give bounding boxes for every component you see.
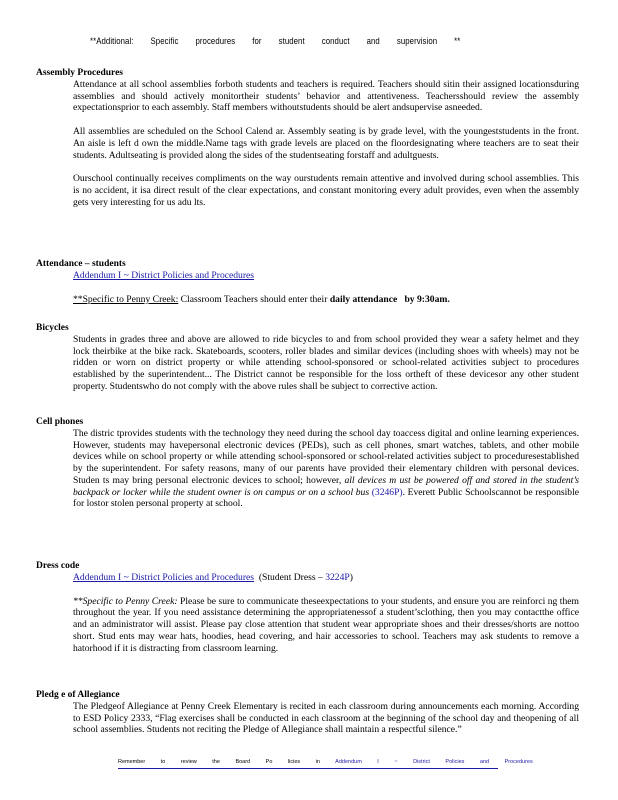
cell-phones-policy-ref: (3246P) <box>371 486 403 498</box>
page-title: **Additional: Specific procedures for student conduct and supervision ** <box>90 36 461 47</box>
section-body-cell-phones <box>73 428 579 510</box>
daily-attendance-text: daily attendance <box>329 293 398 305</box>
section-assembly <box>36 67 584 208</box>
section-body-bicycles <box>73 334 579 393</box>
attendance-text: Classroom Teachers should enter their <box>180 293 328 305</box>
section-heading-pledge: Pledg e of Allegiance <box>36 690 120 700</box>
assembly-paragraph-1: Attendance at all school assemblies forboth students and teachers is required. Teachers should sitin their assigned locationsduring assemblies and should actively monitortheir students’ behavior and attentiveness. Teachersshould review the assembly expectationsprior to each assembly. Staff members withoutstudents should be alert andsupervise asneeded. <box>73 79 579 114</box>
section-body-dress-code <box>73 572 579 654</box>
dress-paragraph: Please be sure to communicate theseexpectations to your students, and ensure you are reinforci ng them throughout the year. If you need assistance determining the appropriatenessof a student’sclothing, then you may contactthe office and an administrator will assist. Please pay close attention that student wear appropriate shoes and their dresses/shorts are nottoo short. Stud ents may wear hats, hoodies, head covering, and hair accessories to school. Teachers may ask students to remove a hatorhood if it is distracting from classroom learning. <box>73 595 579 654</box>
section-heading-attendance: Attendance – students <box>36 259 126 269</box>
section-heading-assembly: Assembly Procedures <box>36 68 123 78</box>
section-dress-code <box>36 560 584 654</box>
penny-creek-label-dress: **Specific to Penny Creek: <box>73 595 178 607</box>
addendum-link-dress[interactable]: Addendum I ~ District Policies and Procedures <box>73 572 255 583</box>
bicycles-paragraph: Students in grades three and above are allowed to ride bicycles to and from school provided they wear a safety helmet and they lock theirbike at the bike rack. Skateboards, scooters, roller blades and similar devices (including shoes with wheels) may not be ridden or worn on district property or while attending school-sponsored or school-related activities subject to procedures established by the superintendent... The District cannot be responsible for the loss ortheft of these devicesor any other student property. Studentswho do not comply with the above rules shall be subject to corrective action. <box>73 334 579 392</box>
section-heading-bicycles: Bicycles <box>36 323 69 333</box>
pledge-paragraph: The Pledgeof Allegiance at Penny Creek Elementary is recited in each classroom during announcements each morning. According to ESD Policy 2333, “Flag exercises shall be conducted in each classroom at the beginning of the school day and theopening of all school assemblies. Students not reciting the Pledge of Allegiance shall maintain a respectful silence.” <box>73 701 579 736</box>
section-body-pledge <box>73 701 579 736</box>
cell-phones-italic-rule: all devices m ust be powered off and stored in the student’s backpack or locker while the student owner is on campus or on a school bus <box>73 474 579 498</box>
footer-note <box>118 758 533 769</box>
section-pledge <box>36 689 584 736</box>
footer-addendum-link[interactable]: Addendum I ~ District Policies and Procedures <box>335 759 533 765</box>
section-heading-dress-code: Dress code <box>36 561 80 571</box>
cell-phones-text-2: . Everett Public Schoolscannot be responsible for lostor stolen personal property at school. <box>73 486 579 510</box>
section-attendance <box>36 258 584 305</box>
footer-text: Remember to review the Board Po licies in <box>118 759 320 765</box>
penny-creek-label-attendance: **Specific to Penny Creek: <box>73 293 179 305</box>
assembly-paragraph-2: All assemblies are scheduled on the School Calend ar. Assembly seating is by grade level, with the youngeststudents in the front. An aisle is left d own the middle.Name tags with grade levels are placed on the floordesignating where teachers are to seat their students. Adultseating is provided along the sides of the studentseating forstaff and adultguests. <box>73 126 579 161</box>
section-cell-phones <box>36 416 584 510</box>
dress-policy-ref: 3224P <box>325 572 350 583</box>
dress-paren-close: ) <box>349 572 353 583</box>
section-heading-cell-phones: Cell phones <box>36 417 84 427</box>
section-body-attendance <box>73 270 579 305</box>
dress-paren-open: (Student Dress – <box>258 572 323 583</box>
attendance-deadline: by 9:30am. <box>404 293 450 305</box>
assembly-paragraph-3: Ourschool continually receives compliments on the way ourstudents remain attentive and involved during school assemblies. This is no accident, it isa direct result of the clear expectations, and constant monitoring every adult provides, even when the assembly gets very interesting for us adu lts. <box>73 173 579 208</box>
section-body-assembly <box>73 79 579 208</box>
cell-phones-text-1: The distric tprovides students with the technology they need during the school day toaccess digital and online learning experiences. However, students may havepersonal electronic devices (PEDs), such as cell phones, smart watches, tablets, and other mobile devices while on school property or while attending school-sponsored or school-related activities subject to proceduresestablished by the superintendent. For safety reasons, many of our parents have provided their elementary children with personal devices. Studen ts may bring personal electronic devices to school; however, <box>73 428 579 486</box>
section-bicycles <box>36 322 584 393</box>
addendum-link-attendance[interactable]: Addendum I ~ District Policies and Procedures <box>73 270 255 281</box>
